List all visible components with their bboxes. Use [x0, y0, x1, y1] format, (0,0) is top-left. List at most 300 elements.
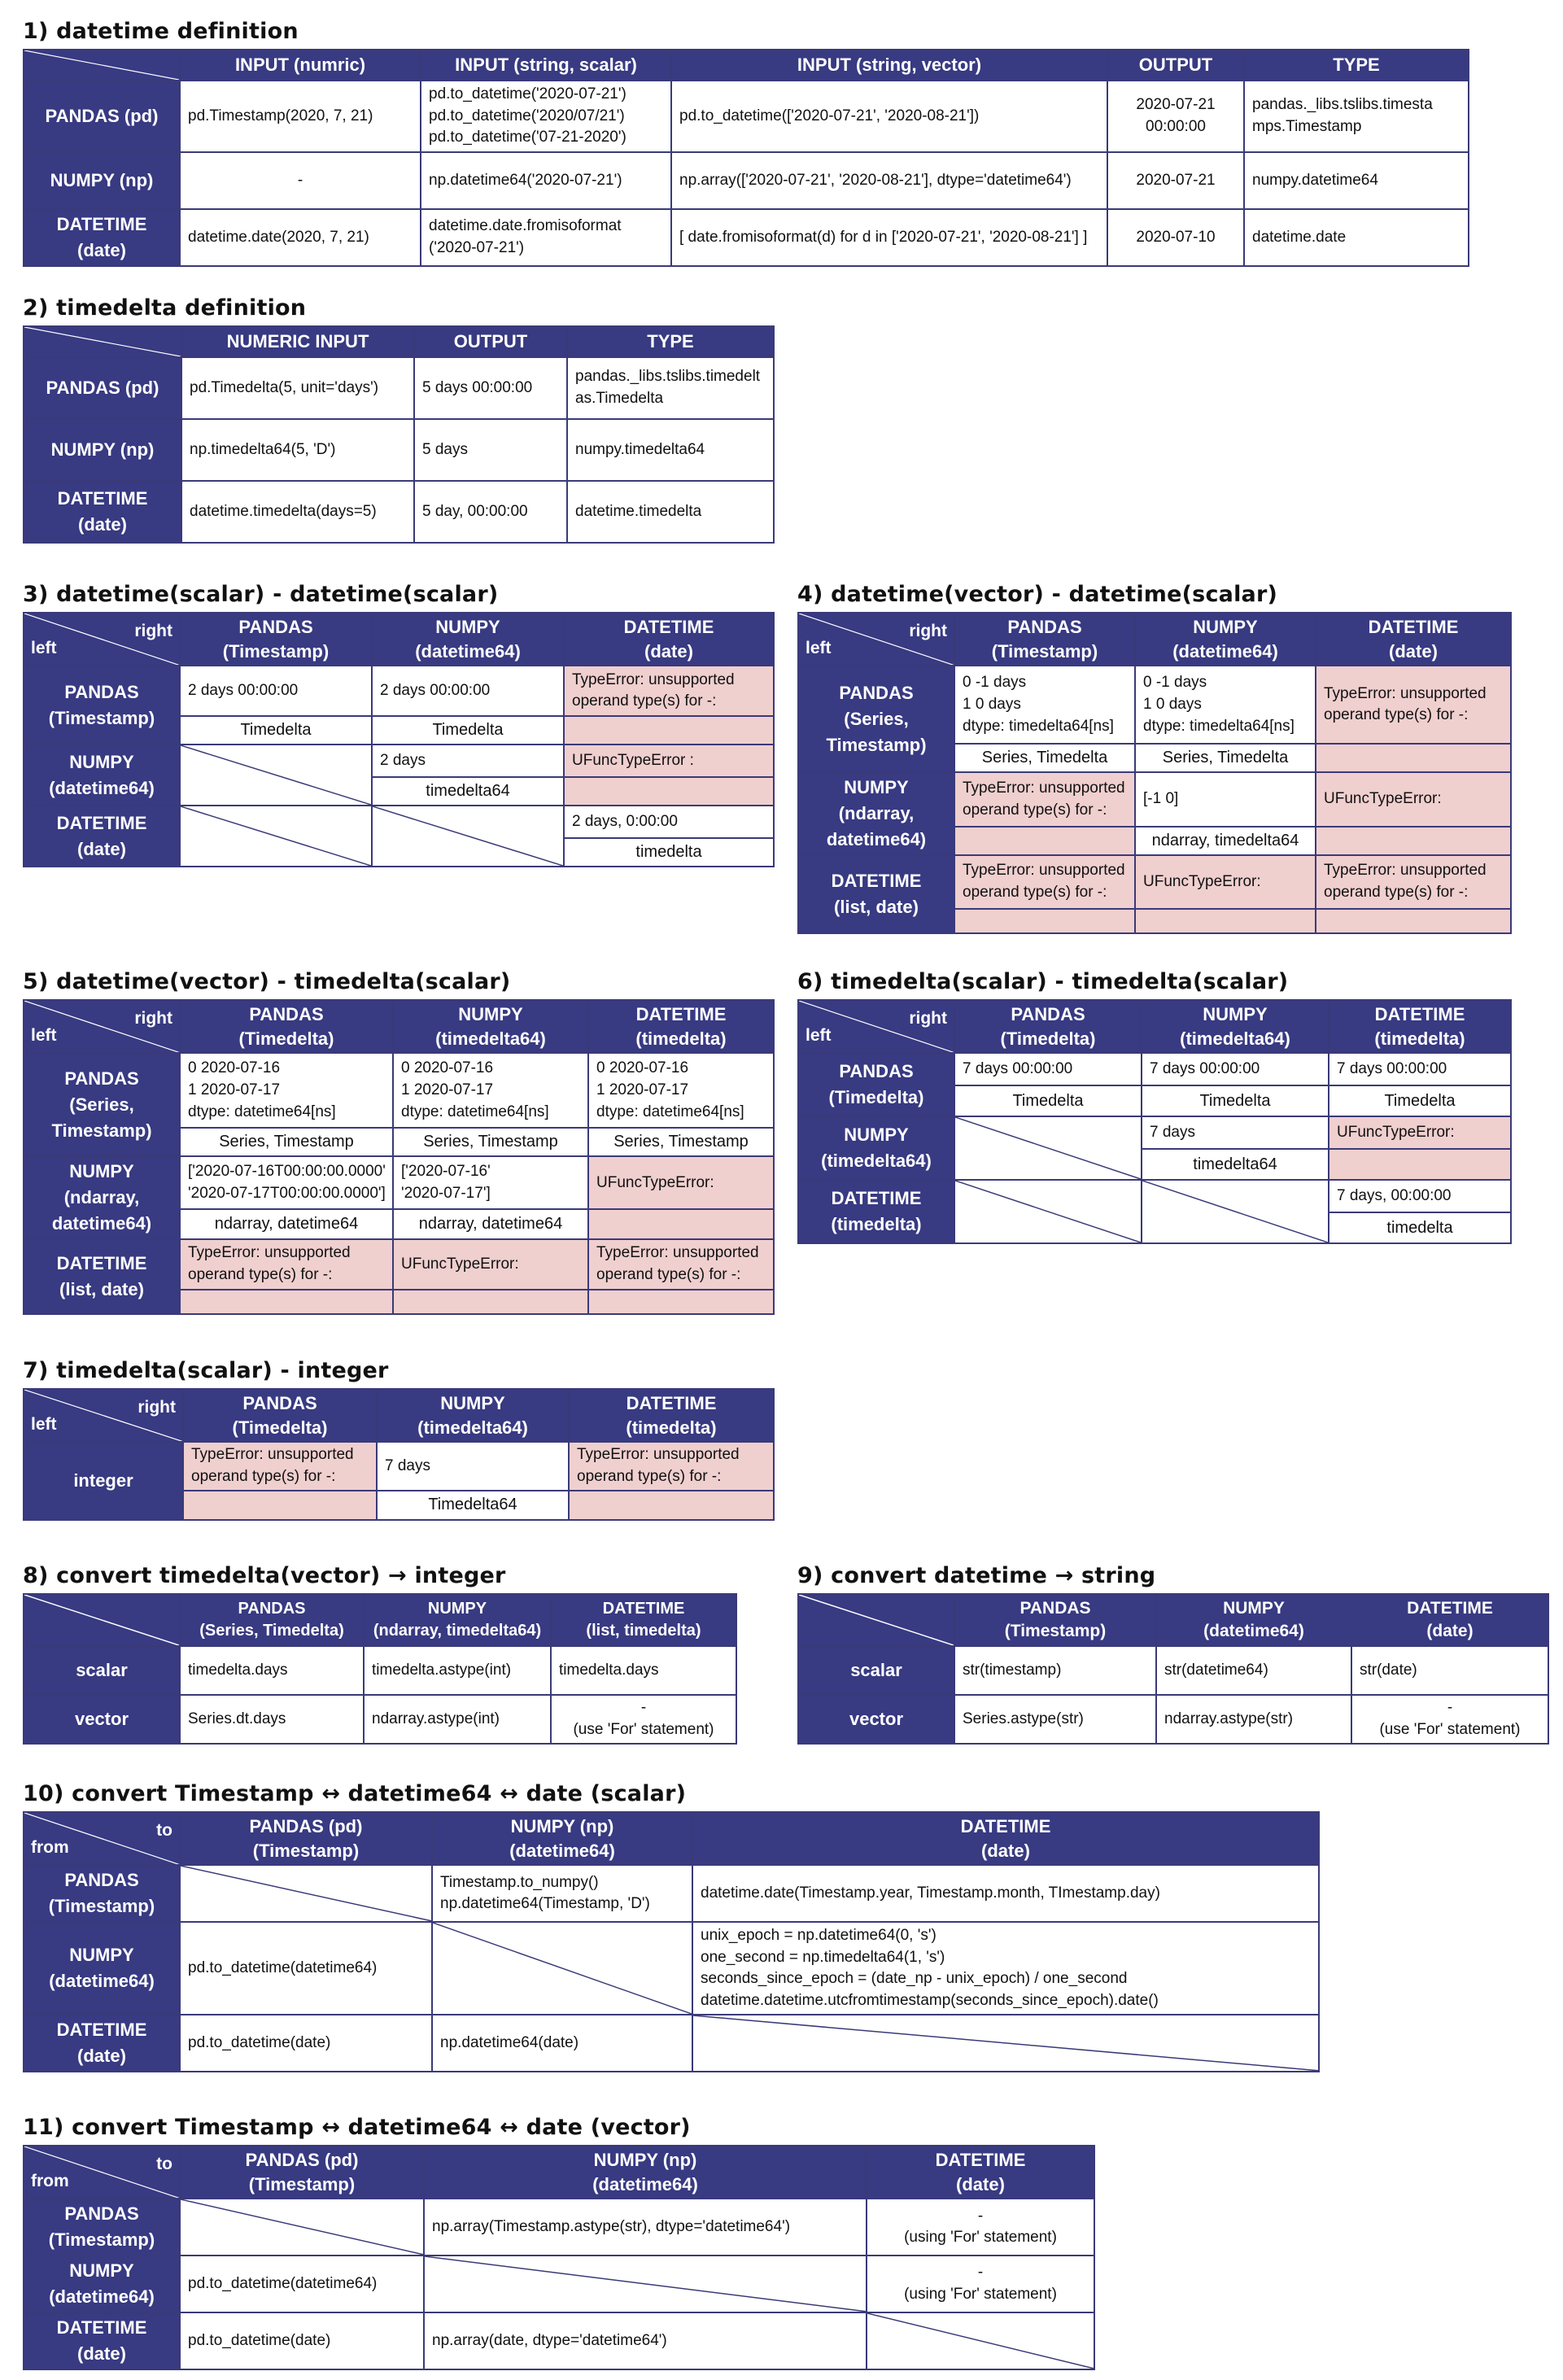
cell-text: - [297, 171, 303, 189]
cell-text: Series.dt.days [188, 1710, 286, 1727]
cell-text: 2 days 00:00:00 [380, 682, 491, 700]
table-cell [671, 209, 1107, 266]
cell-text: DATETIME [623, 617, 714, 637]
cell-text: PANDAS (pd) [249, 1816, 363, 1836]
column-header [1135, 613, 1316, 666]
table-cell [1107, 209, 1244, 266]
cell-text: operand type(s) for -: [191, 1467, 336, 1485]
section-title: 6) timedelta(scalar) - timedelta(scalar) [797, 969, 1289, 994]
cell-text: UFuncTypeError: [596, 1173, 714, 1191]
empty-cell [372, 806, 564, 867]
cell-text: (Timestamp) [48, 1896, 155, 1917]
table-cell [1244, 81, 1469, 152]
cell-text: DATETIME [626, 1393, 717, 1413]
result-type: Series, Timestamp [588, 1128, 774, 1156]
cell-text: TypeError: unsupported [577, 1446, 740, 1464]
cell-text: (timedelta) [635, 1028, 727, 1049]
result-value [180, 1239, 393, 1290]
cell-text: 2 days [380, 752, 426, 770]
cell-text: operand type(s) for -: [188, 1266, 333, 1284]
cell-text: (date) [956, 2173, 1005, 2194]
cell-text: (ndarray, [63, 1187, 140, 1208]
cell-text: (list, date) [59, 1279, 144, 1300]
cell-text: ['2020-07-16T00:00:00.0000' [188, 1163, 386, 1181]
cell-text: (Series, Timedelta) [199, 1622, 344, 1640]
table-cell [364, 1646, 551, 1695]
table-cell [567, 419, 774, 481]
row-header [798, 855, 954, 933]
cell-text: (datetime64) [1203, 1622, 1304, 1640]
cell-text: DATETIME [960, 1816, 1051, 1836]
table-row [24, 2199, 1094, 2256]
column-header: OUTPUT [414, 326, 567, 357]
cell-text: 1 0 days [1143, 696, 1202, 714]
table-cell [671, 81, 1107, 152]
table-cell [432, 1865, 692, 1922]
result-type: ndarray, datetime64 [393, 1209, 588, 1239]
column-header: INPUT (string, scalar) [421, 50, 671, 81]
result-value [1142, 1116, 1329, 1149]
result-value [1316, 772, 1511, 826]
section-title: 9) convert datetime → string [797, 1563, 1156, 1588]
result-value [1135, 666, 1316, 744]
table-cell [1351, 1646, 1548, 1695]
result-value [588, 1156, 774, 1209]
corner-right-label: to [156, 1821, 172, 1840]
cell-text: (using 'For' statement) [904, 2229, 1057, 2247]
empty-cell [867, 2312, 1094, 2369]
cell-text: numpy.datetime64 [1252, 171, 1378, 189]
table-cell [1244, 152, 1469, 209]
result-value [954, 1053, 1142, 1085]
cell-text: 7 days [1150, 1124, 1195, 1142]
table-cell [181, 419, 414, 481]
cell-text: TypeError: unsupported [188, 1244, 351, 1262]
cell-text: PANDAS [1007, 617, 1082, 637]
cell-text: 0 2020-07-16 [401, 1059, 494, 1077]
cell-text: (use 'For' statement) [573, 1721, 714, 1738]
cell-text: pd.to_datetime('07-21-2020') [429, 129, 627, 146]
column-header [180, 1000, 393, 1053]
corner-cell [798, 1000, 954, 1053]
table-row [798, 666, 1511, 744]
table-cell [1107, 152, 1244, 209]
header-row [24, 1000, 774, 1053]
cell-text: numpy.timedelta64 [575, 440, 705, 458]
result-value [393, 1053, 588, 1128]
section-title: 8) convert timedelta(vector) → integer [23, 1563, 506, 1588]
cell-text: PANDAS (pd) [245, 2150, 359, 2170]
cell-text: PANDAS [64, 1068, 139, 1090]
table-row [24, 419, 774, 481]
cell-text: operand type(s) for -: [1324, 706, 1469, 724]
cell-text: datetime.timedelta(days=5) [190, 502, 377, 520]
column-header: INPUT (string, vector) [671, 50, 1107, 81]
row-header [798, 666, 954, 772]
result-value [377, 1442, 569, 1490]
cell-text: DATETIME [635, 1004, 727, 1024]
cell-text: (timedelta64) [435, 1028, 546, 1049]
result-type: timedelta [1329, 1212, 1511, 1243]
empty-cell [692, 2015, 1319, 2072]
cell-text: (datetime64) [49, 1971, 155, 1992]
table-row [24, 2015, 1319, 2072]
cell-text: (date) [981, 1840, 1030, 1861]
cell-text: str(timestamp) [963, 1661, 1062, 1679]
row-header [24, 745, 180, 806]
corner-cell [24, 1812, 180, 1865]
cell-text: (datetime64) [1172, 640, 1278, 662]
result-value [372, 666, 564, 716]
corner-right-label: right [909, 622, 947, 640]
result-type [588, 1290, 774, 1314]
s5-table [23, 999, 775, 1315]
section-8 [23, 1562, 737, 1745]
cell-text: 2 days 00:00:00 [188, 682, 299, 700]
cell-text: UFuncTypeError: [1324, 790, 1442, 808]
cell-text: np.datetime64(Timestamp, 'D') [440, 1895, 650, 1913]
header-row [798, 1000, 1511, 1053]
result-value [588, 1239, 774, 1290]
cell-text: np.datetime64(date) [440, 2033, 579, 2051]
cell-text: PANDAS [839, 1061, 914, 1082]
result-value [954, 666, 1135, 744]
cell-text: ndarray.astype(str) [1164, 1710, 1294, 1727]
corner-left-label: left [806, 638, 832, 657]
cell-text: [ date.fromisoformat(d) for d in ['2020-07-21', '2020-08-21'] ] [679, 228, 1088, 246]
cell-text: DATETIME [56, 1253, 147, 1274]
result-type: Series, Timedelta [954, 744, 1135, 772]
cell-text: TypeError: unsupported [963, 780, 1125, 797]
s6-table [797, 999, 1512, 1244]
row-header: PANDAS (pd) [24, 81, 180, 152]
corner-right-label: right [134, 1009, 172, 1028]
corner-cell [24, 1000, 180, 1053]
section-6 [797, 968, 1512, 1244]
column-header [364, 1594, 551, 1646]
table-cell [180, 1695, 364, 1744]
cell-text: (date) [77, 838, 126, 859]
cell-text: DATETIME [831, 871, 922, 892]
result-value [1329, 1180, 1511, 1212]
row-header: DATETIME (date) [24, 481, 181, 543]
table-cell [567, 357, 774, 419]
cell-text: timedelta.astype(int) [372, 1661, 512, 1679]
table-cell [1156, 1646, 1351, 1695]
section-5 [23, 968, 775, 1315]
table-row [24, 1156, 774, 1209]
cell-text: 7 days 00:00:00 [1150, 1060, 1260, 1078]
table-row [24, 1053, 774, 1128]
result-type: Series, Timedelta [1135, 744, 1316, 772]
table-row [798, 1646, 1548, 1695]
cell-text: (Timedelta) [232, 1417, 328, 1438]
corner-cell [24, 613, 180, 666]
cell-text: pandas._libs.tslibs.timedelt [575, 368, 761, 386]
cell-text: np.array(['2020-07-21', '2020-08-21'], dtype='datetime64') [679, 171, 1072, 189]
table-row [798, 1053, 1511, 1085]
cell-text: datetime64) [51, 1213, 152, 1234]
table-row [798, 1116, 1511, 1149]
cell-text: (date) [644, 640, 693, 662]
row-header [798, 1180, 954, 1243]
section-title: 1) datetime definition [23, 19, 299, 44]
cell-text: '2020-07-17'] [401, 1184, 491, 1202]
row-header [24, 1156, 180, 1239]
cell-text: (Timedelta) [1000, 1028, 1096, 1049]
corner-left-label: left [31, 1414, 57, 1434]
table-cell [551, 1695, 736, 1744]
table-cell [180, 152, 421, 209]
column-header: TYPE [1244, 50, 1469, 81]
cell-text: datetime.datetime.utcfromtimestamp(seconds_since_epoch).date() [701, 1991, 1159, 2009]
cell-text: pd.to_datetime(date) [188, 2331, 331, 2349]
result-type [393, 1290, 588, 1314]
section-11 [23, 2114, 1095, 2370]
table-row [24, 1239, 774, 1290]
column-header [424, 2146, 867, 2199]
row-header [24, 1053, 180, 1156]
cell-text: dtype: timedelta64[ns] [1143, 717, 1294, 735]
row-header [24, 1442, 183, 1519]
column-header [1156, 1594, 1351, 1646]
header-row [24, 613, 774, 666]
cell-text: NUMPY [458, 1004, 523, 1024]
cell-text: DATETIME [831, 1188, 922, 1209]
column-header [183, 1389, 377, 1442]
corner-cell [798, 613, 954, 666]
result-type [1135, 909, 1316, 933]
result-type: Series, Timestamp [393, 1128, 588, 1156]
cell-text: DATETIME [1368, 617, 1459, 637]
cell-text: TypeError: unsupported [572, 670, 735, 688]
result-value [393, 1239, 588, 1290]
cell-text: UFuncTypeError : [572, 752, 694, 770]
column-header [954, 613, 1135, 666]
row-header: scalar [798, 1646, 954, 1695]
table-row [24, 806, 774, 838]
section-10 [23, 1780, 1320, 2072]
table-cell [692, 1922, 1319, 2015]
cell-text: NUMPY [69, 1161, 134, 1182]
column-header: NUMERIC INPUT [181, 326, 414, 357]
cell-text: pd.to_datetime(datetime64) [188, 2274, 378, 2292]
result-value [1329, 1053, 1511, 1085]
cell-text: pd.to_datetime(date) [188, 2033, 331, 2051]
cell-text: (Timestamp) [1004, 1622, 1107, 1640]
cell-text: NUMPY [844, 777, 909, 798]
table-cell [181, 481, 414, 543]
cell-text: ['2020-07-16' [401, 1163, 491, 1181]
s7-table [23, 1388, 775, 1521]
result-type [1329, 1149, 1511, 1180]
empty-cell [432, 1922, 692, 2015]
result-type: ndarray, timedelta64 [1135, 827, 1316, 855]
cell-text: UFuncTypeError: [401, 1255, 519, 1273]
cell-text: (timedelta) [831, 1214, 922, 1235]
cell-text: UFuncTypeError: [1337, 1124, 1455, 1142]
cell-text: (Timestamp) [252, 1840, 360, 1861]
section-9 [797, 1562, 1549, 1745]
s4-table [797, 612, 1512, 934]
cell-text: (datetime64) [49, 2286, 155, 2308]
cell-text: - [1447, 1699, 1453, 1717]
cell-text: (use 'For' statement) [1379, 1721, 1521, 1738]
table-cell [181, 357, 414, 419]
cell-text: (timedelta) [626, 1417, 717, 1438]
corner-left-label: from [31, 1837, 69, 1857]
corner-right-label: right [138, 1398, 176, 1417]
result-value [954, 855, 1135, 909]
column-header [372, 613, 564, 666]
result-type [1316, 744, 1511, 772]
cell-text: 2 days, 0:00:00 [572, 813, 678, 831]
cell-text: operand type(s) for -: [572, 692, 717, 710]
cell-text: (list, date) [834, 897, 919, 918]
cell-text: TypeError: unsupported [191, 1446, 354, 1464]
cell-text: (list, timedelta) [586, 1622, 701, 1640]
cell-text: DATETIME [56, 2317, 147, 2338]
cell-text: NUMPY [844, 1124, 909, 1146]
cell-text: NUMPY [1203, 1004, 1268, 1024]
table-cell [867, 2256, 1094, 2312]
table-row [24, 745, 774, 777]
cell-text: pandas._libs.tslibs.timesta [1252, 96, 1433, 114]
column-header [569, 1389, 774, 1442]
cell-text: operand type(s) for -: [963, 884, 1107, 902]
result-type: Timedelta64 [377, 1491, 569, 1520]
corner-left-label: left [31, 638, 57, 657]
section-title: 4) datetime(vector) - datetime(scalar) [797, 582, 1278, 607]
result-value [588, 1053, 774, 1128]
cell-text: np.array(date, dtype='datetime64') [432, 2331, 667, 2349]
column-header: INPUT (numric) [180, 50, 421, 81]
cell-text: DATETIME [602, 1600, 685, 1618]
cell-text: 00:00:00 [1146, 118, 1206, 135]
corner-left-label: left [31, 1025, 57, 1045]
cell-text: (ndarray, [838, 803, 915, 824]
cell-text: 1 2020-07-17 [188, 1081, 281, 1099]
result-type [564, 777, 774, 806]
result-type: Series, Timestamp [180, 1128, 393, 1156]
cell-text: TypeError: unsupported [963, 862, 1125, 880]
cell-text: (datetime64) [509, 1840, 615, 1861]
corner-left-label: from [31, 2171, 69, 2190]
table-cell [180, 2312, 424, 2369]
cell-text: pd.Timestamp(2020, 7, 21) [188, 107, 373, 124]
table-cell [364, 1695, 551, 1744]
row-header [24, 1922, 180, 2015]
cell-text: ('2020-07-21') [429, 239, 525, 256]
table-cell [954, 1646, 1156, 1695]
cell-text: [-1 0] [1143, 790, 1179, 808]
cell-text: PANDAS [64, 681, 139, 702]
cell-text: (Timestamp) [48, 2229, 155, 2251]
header-row [24, 1812, 1319, 1865]
result-type: timedelta64 [372, 777, 564, 806]
table-cell [180, 81, 421, 152]
table-row [798, 1180, 1511, 1212]
corner-cell [24, 326, 181, 357]
cell-text: NUMPY [69, 751, 134, 772]
table-row [798, 855, 1511, 909]
cell-text: 7 days 00:00:00 [963, 1060, 1073, 1078]
row-header [798, 1053, 954, 1116]
cell-text: NUMPY [69, 1945, 134, 1966]
column-header [1351, 1594, 1548, 1646]
table-cell [414, 481, 567, 543]
cell-text: np.datetime64('2020-07-21') [429, 171, 622, 189]
header-row [798, 1594, 1548, 1646]
cell-text: (date) [77, 2046, 126, 2067]
table-cell [954, 1695, 1156, 1744]
cell-text: 2020-07-10 [1136, 228, 1216, 246]
result-value [1135, 855, 1316, 909]
result-type: ndarray, datetime64 [180, 1209, 393, 1239]
timedelta-definition-table [23, 325, 775, 544]
row-header: NUMPY (np) [24, 419, 181, 481]
cell-text: (Timestamp) [991, 640, 1098, 662]
column-header [180, 2146, 424, 2199]
cell-text: - [640, 1699, 647, 1717]
table-cell [421, 209, 671, 266]
table-row [24, 1646, 736, 1695]
table-cell [180, 2015, 432, 2072]
cell-text: PANDAS [238, 1600, 306, 1618]
cell-text: datetime64) [826, 829, 927, 850]
result-type: timedelta64 [1142, 1149, 1329, 1180]
cell-text: NUMPY (np) [510, 1816, 614, 1836]
column-header [551, 1594, 736, 1646]
cell-text: operand type(s) for -: [1324, 884, 1469, 902]
table-row [798, 772, 1511, 826]
table-cell [414, 357, 567, 419]
empty-cell [180, 745, 372, 806]
table-row [24, 1922, 1319, 2015]
cell-text: (datetime64) [49, 777, 155, 798]
column-header: TYPE [567, 326, 774, 357]
result-type: Timedelta [372, 716, 564, 745]
result-type [183, 1491, 377, 1520]
row-header: NUMPY (np) [24, 152, 180, 209]
cell-text: (timedelta64) [417, 1417, 528, 1438]
cell-text: UFuncTypeError: [1143, 872, 1261, 890]
cell-text: DATETIME [1407, 1598, 1493, 1618]
cell-text: pd.to_datetime('2020-07-21') [429, 85, 627, 103]
result-value [1135, 772, 1316, 826]
cell-text: (date) [1389, 640, 1438, 662]
cell-text: datetime.date.fromisoformat [429, 217, 622, 235]
cell-text: PANDAS [249, 1004, 324, 1024]
header-row [24, 1389, 774, 1442]
s10-table [23, 1811, 1320, 2072]
cell-text: (datetime64) [592, 2173, 698, 2194]
row-header [24, 2015, 180, 2072]
cell-text: PANDAS [238, 617, 313, 637]
section-3 [23, 581, 775, 867]
cell-text: PANDAS [64, 2203, 139, 2225]
section-title: 7) timedelta(scalar) - integer [23, 1358, 389, 1383]
cell-text: 1 0 days [963, 696, 1021, 714]
corner-cell [24, 50, 180, 81]
result-type: Timedelta [1142, 1085, 1329, 1116]
table-cell [180, 1922, 432, 2015]
result-value [372, 745, 564, 777]
table-cell [692, 1865, 1319, 1922]
section-title: 3) datetime(scalar) - datetime(scalar) [23, 582, 499, 607]
section-title: 10) convert Timestamp ↔ datetime64 ↔ date (scalar) [23, 1781, 687, 1806]
cell-text: NUMPY [1223, 1598, 1285, 1618]
